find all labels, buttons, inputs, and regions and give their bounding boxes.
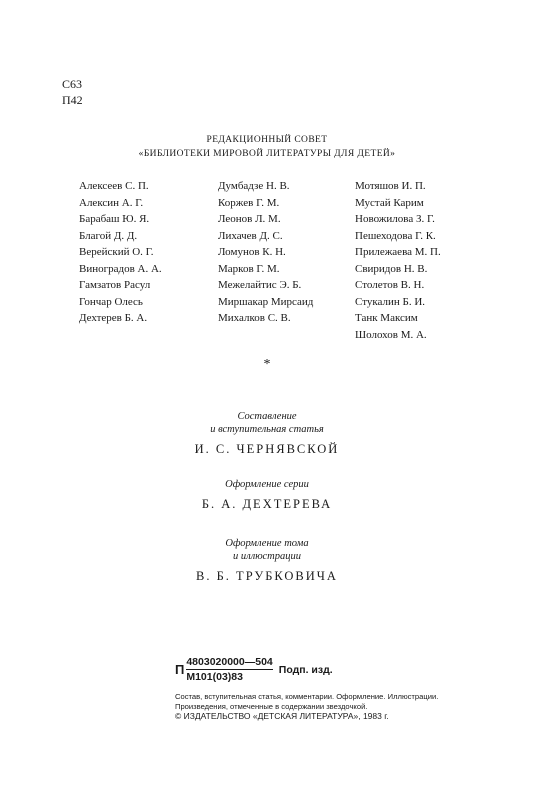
credit-role: и вступительная статья (210, 424, 324, 435)
council-title: РЕДАКЦИОННЫЙ СОВЕТ (206, 135, 328, 145)
member-name: Столетов В. Н. (355, 279, 425, 291)
subscription-note: Подп. изд. (278, 663, 333, 676)
member-name: Стукалин Б. И. (355, 295, 426, 308)
member-name: Дехтерев Б. А. (79, 312, 148, 324)
member-name: Прилежаева М. П. (355, 246, 441, 258)
index-fraction (186, 656, 272, 683)
member-name: Думбадзе Н. В. (218, 180, 290, 192)
credit-role: Составление (237, 411, 297, 422)
credit-role: Оформление серии (225, 479, 309, 490)
index-letter: П (175, 662, 185, 677)
member-name: Миршакар Мирсаид (218, 295, 314, 308)
credit-series-design (0, 478, 534, 512)
member-name: Мустай Карим (355, 196, 424, 209)
member-name: Алексин А. Г. (79, 196, 144, 209)
member-name: Виноградов А. А. (79, 262, 162, 275)
member-name: Барабаш Ю. Я. (79, 213, 150, 225)
copyright-line: © ИЗДАТЕЛЬСТВО «ДЕТСКАЯ ЛИТЕРАТУРА», 1983 г. (175, 711, 389, 721)
udc-code: С63 (62, 77, 83, 91)
member-name: Верейский О. Г. (79, 246, 154, 258)
member-name: Коржев Г. М. (218, 196, 280, 209)
classification-codes (62, 76, 83, 108)
member-name: Гончар Олесь (79, 295, 143, 308)
section-divider-star: * (263, 357, 271, 372)
member-name: Новожилова З. Г. (355, 213, 435, 225)
member-name: Свиридов Н. В. (355, 262, 428, 275)
member-name: Пешеходова Г. К. (355, 229, 436, 242)
member-name: Лихачев Д. С. (218, 229, 283, 242)
member-name: Шолохов М. А. (355, 328, 427, 341)
members-column-1 (79, 178, 162, 327)
credit-name: В. Б. ТРУБКОВИЧА (196, 569, 338, 583)
members-column-3 (355, 178, 441, 343)
series-title: «БИБЛИОТЕКИ МИРОВОЙ ЛИТЕРАТУРЫ ДЛЯ ДЕТЕЙ» (138, 149, 396, 159)
members-column-2 (218, 178, 313, 327)
index-numerator: 4803020000—504 (186, 656, 273, 668)
member-name: Марков Г. М. (218, 262, 280, 275)
credit-role: Оформление тома (225, 538, 309, 549)
member-name: Михалков С. В. (218, 312, 291, 324)
index-denominator: М101(03)83 (186, 671, 243, 683)
credit-compiler (0, 410, 534, 457)
member-name: Мотяшов И. П. (355, 180, 426, 192)
member-name: Алексеев С. П. (79, 180, 149, 192)
credit-role: и иллюстрации (232, 551, 302, 562)
imprint-line: Состав, вступительная статья, комментарии. Оформление. Иллюстрации. (175, 692, 439, 701)
member-name: Леонов Л. М. (218, 213, 281, 225)
member-name: Ломунов К. Н. (218, 246, 286, 258)
credit-name: И. С. ЧЕРНЯВСКОЙ (194, 442, 340, 456)
credit-name: Б. А. ДЕХТЕРЕВА (201, 497, 333, 511)
credit-volume-design (0, 537, 534, 584)
member-name: Благой Д. Д. (79, 229, 138, 242)
publication-index (175, 656, 333, 683)
member-name: Танк Максим (355, 312, 418, 324)
imprint-notes (175, 692, 438, 712)
imprint-line: Произведения, отмеченные в содержании звездочкой. (175, 702, 368, 711)
bbk-code: П42 (62, 93, 83, 107)
editorial-council-heading (0, 133, 534, 161)
member-name: Гамзатов Расул (79, 279, 151, 291)
member-name: Межелайтис Э. Б. (218, 279, 302, 291)
